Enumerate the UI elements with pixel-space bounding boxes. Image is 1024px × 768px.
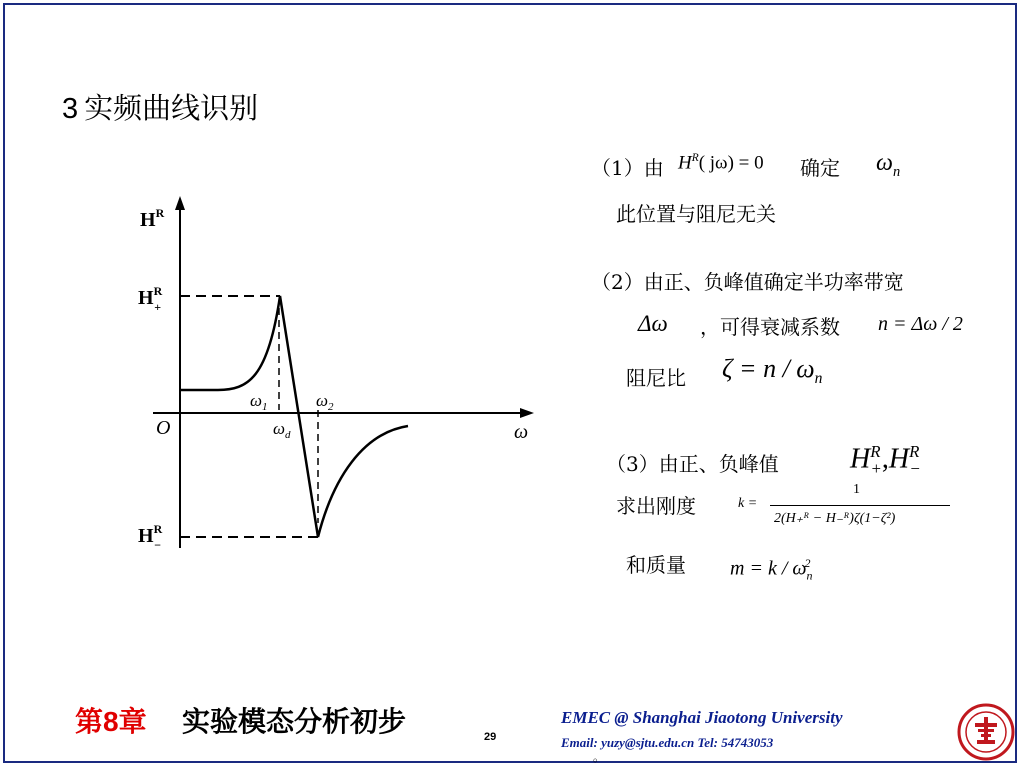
w1-label: $\omega_1$ xyxy=(250,391,268,413)
note-1-formula: $H^R$( jω) = 0 xyxy=(678,152,764,174)
note-2-delta-omega: Δω xyxy=(638,311,668,336)
note-2-mid: ，可得衰减系数 xyxy=(700,315,840,339)
note-1-suffix: 确定 xyxy=(800,156,840,180)
wd-label: $\omega_d$ xyxy=(273,419,291,441)
note-3-k-numerator: 1 xyxy=(853,482,860,497)
note-3-mass-formula: $m = k / \omega_n^2$ xyxy=(730,556,813,583)
footer-chapter-name: 实验模态分析初步 xyxy=(182,705,407,738)
note-2-damping-label: 阻尼比 xyxy=(626,366,686,390)
x-axis-arrow xyxy=(520,408,534,418)
note-3-line1: （3）由正、负峰值 xyxy=(606,452,779,476)
note-1-prefix: （1）由 xyxy=(591,156,664,180)
title-number: 3 xyxy=(62,93,79,125)
note-3-peaks: $H^R_+,H^R_-$ xyxy=(850,442,921,478)
note-2-line1: （2）由正、负峰值确定半功率带宽 xyxy=(591,270,904,294)
footer-contact: Email: yuzy@sjtu.edu.cn Tel: 54743053 xyxy=(561,735,774,750)
note-1-line2: 此位置与阻尼无关 xyxy=(616,202,776,226)
university-seal-icon xyxy=(957,703,1015,761)
real-frequency-curve-figure xyxy=(118,188,538,558)
note-3-k-denominator: 2(H₊ᴿ − H₋ᴿ)ζ(1−ζ²) xyxy=(774,511,896,526)
footer-dot: 。 xyxy=(593,750,606,764)
y-axis-label: $H^R$ xyxy=(140,206,165,231)
note-3-mass-label: 和质量 xyxy=(626,553,686,577)
note-2-n-formula: n = Δω / 2 xyxy=(878,313,963,335)
h-minus-label: $H^R$ − xyxy=(138,522,163,552)
y-axis-arrow xyxy=(175,196,185,210)
footer-org: EMEC @ Shanghai Jiaotong University xyxy=(561,708,843,727)
title-text: 实频曲线识别 xyxy=(84,91,259,125)
note-3-k-lhs: k = xyxy=(738,496,758,511)
note-1-omega-n: $\omega_n$ xyxy=(876,150,901,180)
note-3-stiffness-label: 求出刚度 xyxy=(616,494,696,518)
slide-title xyxy=(62,86,258,127)
w2-label: $\omega_2$ xyxy=(316,391,334,413)
page-number: 29 xyxy=(484,731,497,743)
footer-chapter: 第8章 xyxy=(75,705,147,738)
note-3-fraction-bar xyxy=(770,505,950,506)
x-axis-label: ω xyxy=(514,421,529,443)
h-plus-label: $H^R$ + xyxy=(138,284,163,314)
note-2-zeta-formula: $\zeta = n / \omega_n$ xyxy=(722,354,823,388)
response-curve xyxy=(180,296,408,537)
origin-label: O xyxy=(156,417,171,439)
